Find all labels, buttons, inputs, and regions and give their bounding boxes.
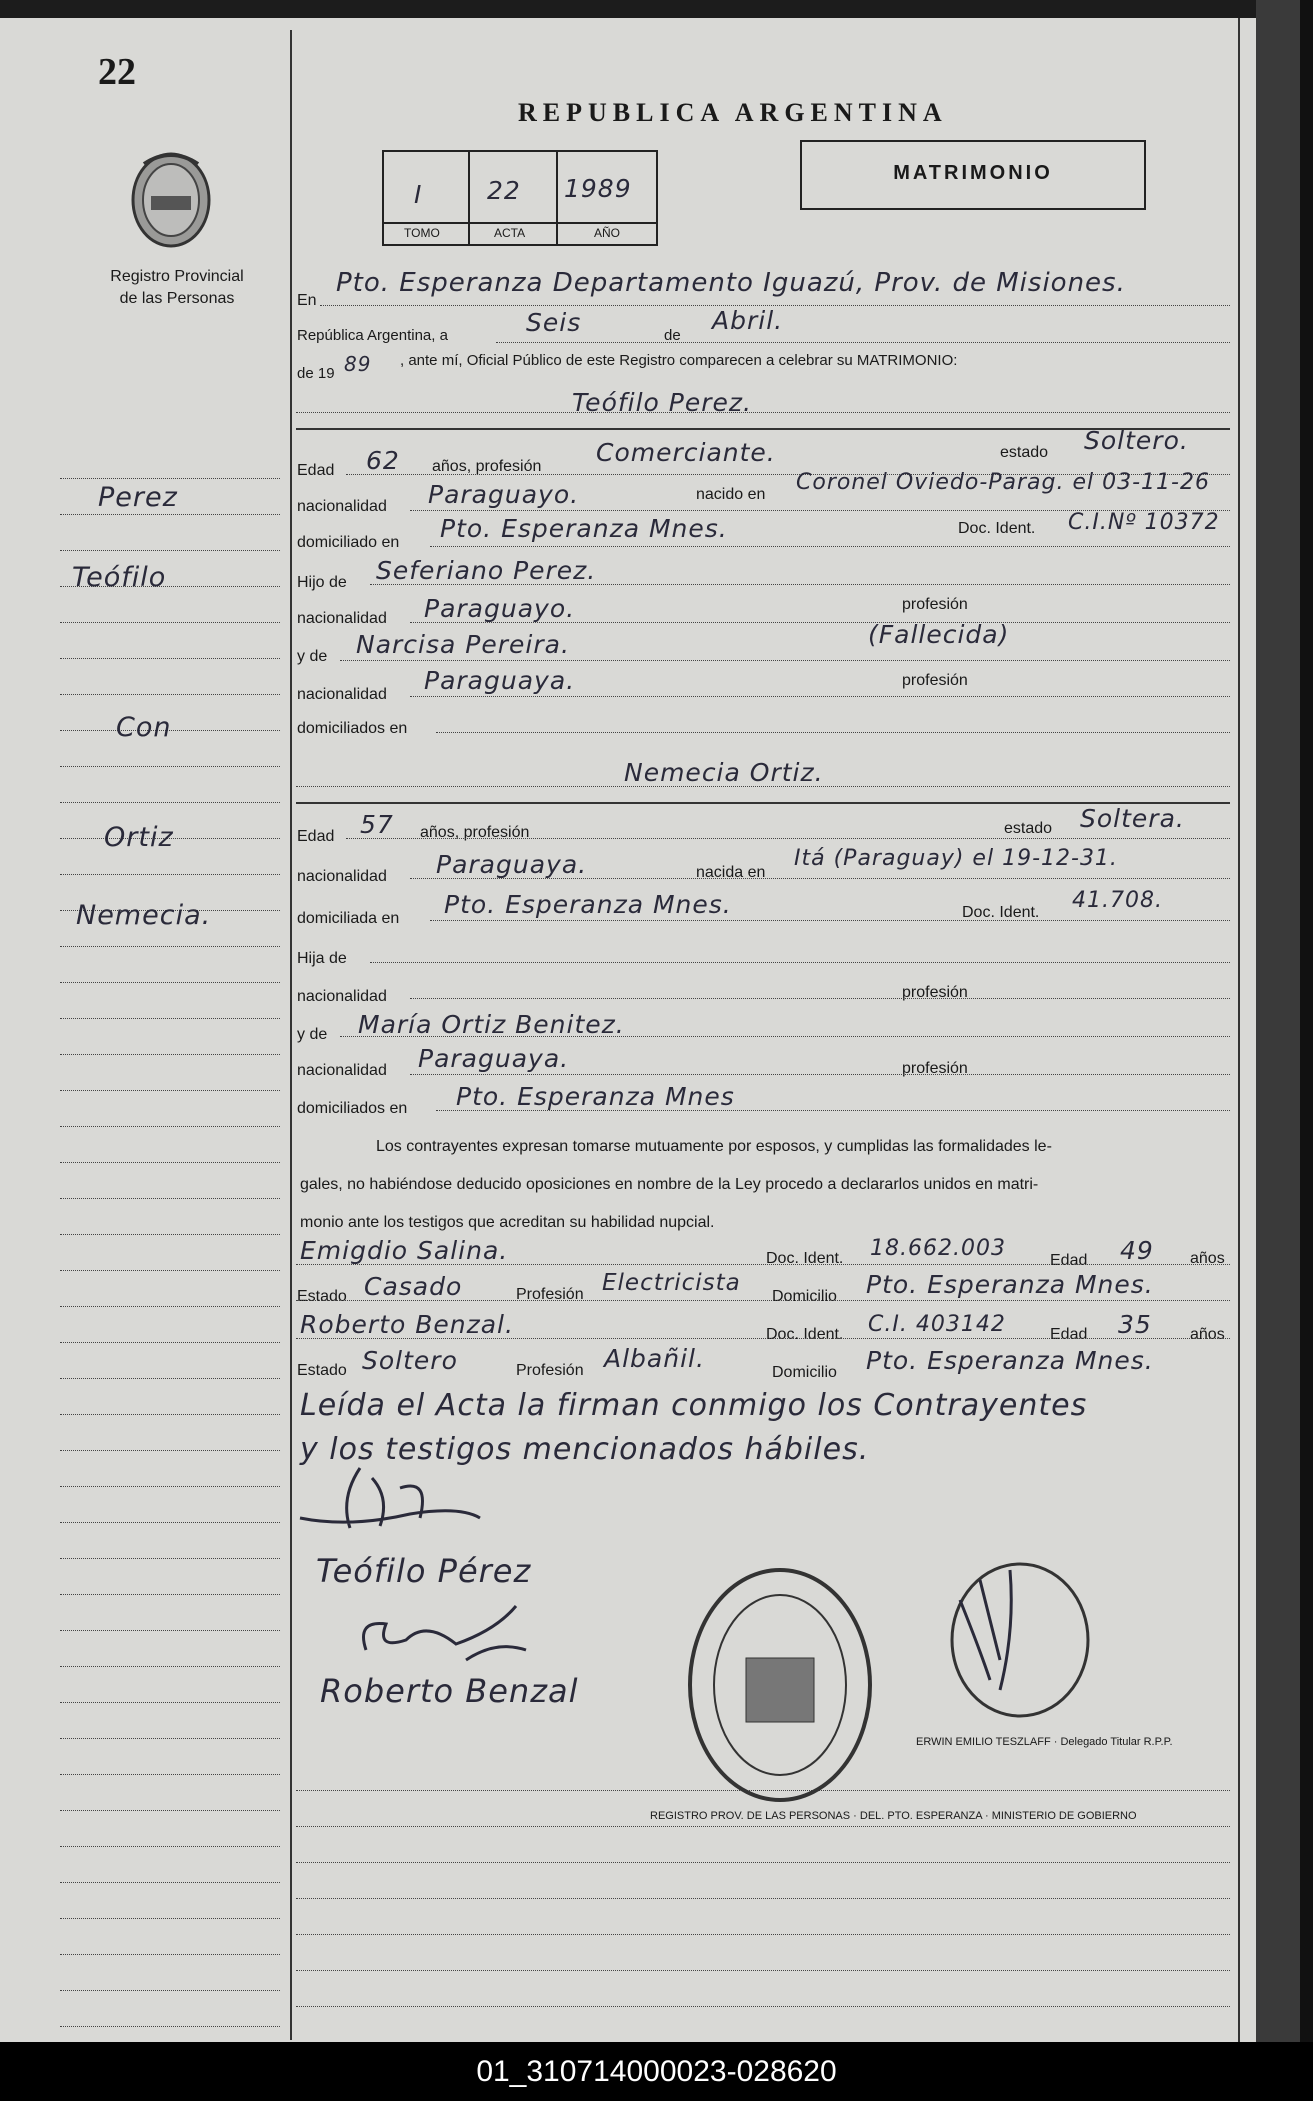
line-bride-nac [410,878,1230,879]
acta-value: 22 [487,176,521,205]
label-prof-w1: Profesión [516,1286,584,1303]
bride-dom: Pto. Esperanza Mnes. [444,890,732,919]
label-doc-groom: Doc. Ident. [958,520,1036,537]
label-yde-groom: y de [297,648,328,665]
right-border [1238,18,1240,2042]
declaration-line3: monio ante los testigos que acreditan su habilidad nupcial. [300,1214,715,1231]
groom-prof: Comerciante. [596,438,776,467]
label-estado-groom: estado [1000,444,1049,461]
line-groom-name [296,412,1230,413]
line-bride-father [370,962,1230,963]
label-prof-bmother: profesión [902,1060,968,1077]
label-nac-bfather: nacionalidad [297,988,387,1005]
registry-line1: Registro Provincial [110,268,244,285]
line-mother-nac [410,696,1230,697]
label-nac-bride: nacionalidad [297,868,387,885]
officer-stamp [920,1540,1100,1730]
label-estado-bride: estado [1004,820,1053,837]
label-nac-groom: nacionalidad [297,498,387,515]
lower-rule [296,1862,1230,1863]
margin-rule [60,1342,280,1343]
ano-value: 1989 [564,174,632,203]
label-prof-mother: profesión [902,672,968,689]
line-bride-dom [430,920,1230,921]
bride-signature [346,1600,546,1664]
margin-rule [60,1162,280,1163]
label-anos-w2: años [1190,1326,1225,1343]
bride-parents-dom: Pto. Esperanza Mnes [456,1082,735,1111]
margin-rule [60,1054,280,1055]
acta-label: ACTA [494,226,526,240]
label-profesion-groom: años, profesión [432,458,542,475]
margin-rule [60,1846,280,1847]
label-doc-bride: Doc. Ident. [962,904,1040,921]
label-dom-bride: domiciliada en [297,910,400,927]
bride-birth: Itá (Paraguay) el 19-12-31. [794,846,1118,871]
label-doc-w1: Doc. Ident. [766,1250,844,1267]
groom-age: 62 [366,446,400,475]
w1-name: Emigdio Salina. [300,1236,509,1265]
margin-bride-surname: Ortiz [104,822,174,853]
margin-rule [60,1558,280,1559]
margin-rule [60,658,280,659]
groom-mother-nac: Paraguaya. [424,666,576,695]
groom-father: Seferiano Perez. [376,556,597,585]
page-number: 22 [98,51,136,93]
margin-rule [60,1594,280,1595]
groom-nac: Paraguayo. [428,480,580,509]
groom-estado: Soltero. [1084,426,1189,455]
margin-rule [60,766,280,767]
margin-rule [60,1450,280,1451]
stamp-ring-text: REGISTRO PROV. DE LAS PERSONAS · DEL. PTO. ESPERANZA · MINISTERIO DE GOBIERNO [650,1810,1137,1822]
margin-rule [60,946,280,947]
bride-mother-nac: Paraguaya. [418,1044,570,1073]
label-dom-groom: domiciliado en [297,534,400,551]
label-de: de [664,327,681,344]
label-doms-bride: domiciliados en [297,1100,408,1117]
w2-estado: Soltero [362,1346,458,1375]
w2-name: Roberto Benzal. [300,1310,514,1339]
label-de19: de 19 [297,365,335,382]
bride-age: 57 [360,810,394,839]
lower-rule [296,1898,1230,1899]
label-edad-w2: Edad [1050,1326,1088,1343]
margin-rule [60,1018,280,1019]
label-nacida: nacida en [696,864,766,881]
line-bride-age [346,838,1230,839]
line-bmother-nac [410,1074,1230,1075]
w1-estado: Casado [364,1272,463,1301]
label-nac-father: nacionalidad [297,610,387,627]
w1-age: 49 [1120,1236,1154,1265]
line-bfather-nac [410,998,1230,999]
coat-of-arms-icon [124,148,218,252]
label-hija: Hija de [297,950,347,967]
margin-rule [60,2026,280,2027]
margin-rule [60,1918,280,1919]
line-date [496,342,1230,343]
scan-top-edge [0,0,1300,18]
label-nac-mother: nacionalidad [297,686,387,703]
witness-signature: Roberto Benzal [320,1672,579,1710]
margin-rule [60,694,280,695]
margin-rule [60,478,280,479]
line-w1b [296,1300,1230,1301]
label-ante: , ante mí, Oficial Público de este Registro comparecen a celebrar su MATRIMONIO: [400,352,958,369]
margin-rule [60,802,280,803]
label-prof-w2: Profesión [516,1362,584,1379]
bride-doc: 41.708. [1072,888,1163,913]
line-parents-dom [436,732,1230,733]
label-edad-bride: Edad [297,828,335,845]
ano-label: AÑO [594,226,621,240]
bride-mother: María Ortiz Benitez. [358,1010,625,1039]
line-bride-name [296,786,1230,787]
groom-full-name: Teófilo Perez. [572,388,752,417]
groom-birth: Coronel Oviedo-Parag. el 03-11-26 [796,470,1210,495]
label-prof-father: profesión [902,596,968,613]
line-bmother [340,1036,1230,1037]
groom-dom: Pto. Esperanza Mnes. [440,514,728,543]
w1-dom: Pto. Esperanza Mnes. [866,1270,1154,1299]
w2-prof: Albañil. [604,1344,705,1373]
label-doms-groom: domiciliados en [297,720,408,737]
officer-signature [290,1458,490,1538]
lower-rule [296,1970,1230,1971]
place-value: Pto. Esperanza Departamento Iguazú, Prov. de Misiones. [336,268,1126,298]
year-value: 89 [344,352,372,376]
margin-rule [60,1414,280,1415]
closing-line1: Leída el Acta la firman conmigo los Contrayentes [300,1388,1088,1423]
margin-rule [60,1666,280,1667]
margin-rule [60,1522,280,1523]
label-hijo: Hijo de [297,574,347,591]
lower-rule [296,2006,1230,2007]
margin-rule [60,550,280,551]
declaration-line1: Los contrayentes expresan tomarse mutuamente por esposos, y cumplidas las formalidades le- [376,1138,1052,1155]
label-nacido: nacido en [696,486,766,503]
label-anos-w1: años [1190,1250,1225,1267]
margin-rule [60,1306,280,1307]
margin-rule [60,1270,280,1271]
declaration-line2: gales, no habiéndose deducido oposiciones en nombre de la Ley procedo a declararlos unidos en matri- [300,1176,1039,1193]
groom-mother-note: (Fallecida) [868,620,1010,649]
footer-filename: 01_310714000023-028620 [0,2042,1313,2101]
margin-rule [60,1630,280,1631]
margin-rule [60,1486,280,1487]
groom-signature: Teófilo Pérez [316,1552,532,1590]
doc-type-box [800,140,1146,210]
line-father [370,584,1230,585]
margin-rule [60,874,280,875]
margin-rule [60,1126,280,1127]
day-value: Seis [526,308,582,337]
line-father-nac [410,622,1230,623]
registry-stamp [680,1560,880,1810]
margin-rule [60,1090,280,1091]
label-dom-w1: Domicilio [772,1288,837,1305]
lower-rule [296,1826,1230,1827]
closing-line2: y los testigos mencionados hábiles. [300,1432,870,1467]
doc-type: MATRIMONIO [893,162,1053,184]
margin-rule [60,1990,280,1991]
margin-con: Con [116,712,172,743]
bride-full-name: Nemecia Ortiz. [624,758,824,787]
margin-rule [60,1774,280,1775]
label-profesion-bride: años, profesión [420,824,530,841]
line-bparents-dom [436,1110,1230,1111]
line-w2 [296,1338,1230,1339]
w2-dom: Pto. Esperanza Mnes. [866,1346,1154,1375]
label-republica: República Argentina, a [297,327,448,344]
label-yde-bride: y de [297,1026,328,1043]
republic-title: REPUBLICA ARGENTINA [518,98,948,127]
label-doc-w2: Doc. Ident. [766,1326,844,1343]
w2-doc: C.I. 403142 [868,1312,1006,1337]
bride-nac: Paraguaya. [436,850,588,879]
label-dom-w2: Domicilio [772,1364,837,1381]
margin-groom-name: Teófilo [72,562,167,593]
tomo-value: I [414,180,423,209]
w1-prof: Electricista [602,1270,741,1296]
label-estado-w1: Estado [297,1288,347,1305]
margin-rule [60,514,280,515]
groom-mother: Narcisa Pereira. [356,630,570,659]
tomo-acta-box [382,150,658,246]
groom-doc: C.I.Nº 10372 [1068,510,1220,535]
margin-rule [60,1810,280,1811]
lower-rule [296,1934,1230,1935]
groom-father-nac: Paraguayo. [424,594,576,623]
label-edad-w1: Edad [1050,1252,1088,1269]
margin-divider [290,30,292,2040]
margin-rule [60,1234,280,1235]
margin-rule [60,1378,280,1379]
tomo-label: TOMO [404,226,440,240]
bride-estado: Soltera. [1080,804,1185,833]
w2-age: 35 [1118,1310,1152,1339]
line-w1 [296,1264,1230,1265]
margin-rule [60,1702,280,1703]
margin-rule [60,622,280,623]
line-mother [340,660,1230,661]
scan-right-edge [1256,0,1300,2042]
margin-rule [60,1882,280,1883]
w1-doc: 18.662.003 [870,1236,1006,1261]
label-nac-bmother: nacionalidad [297,1062,387,1079]
label-prof-bfather: profesión [902,984,968,1001]
month-value: Abril. [712,306,784,335]
registry-line2: de las Personas [119,290,235,307]
margin-rule [60,1954,280,1955]
margin-bride-name: Nemecia. [76,900,212,931]
label-en: En [297,292,317,309]
label-edad-groom: Edad [297,462,335,479]
margin-groom-surname: Perez [98,482,178,513]
officer-stamp-text: ERWIN EMILIO TESZLAFF · Delegado Titular R.P.P. [916,1736,1173,1748]
margin-rule [60,982,280,983]
margin-rule [60,1198,280,1199]
label-estado-w2: Estado [297,1362,347,1379]
margin-rule [60,1738,280,1739]
line-groom-dom [430,546,1230,547]
